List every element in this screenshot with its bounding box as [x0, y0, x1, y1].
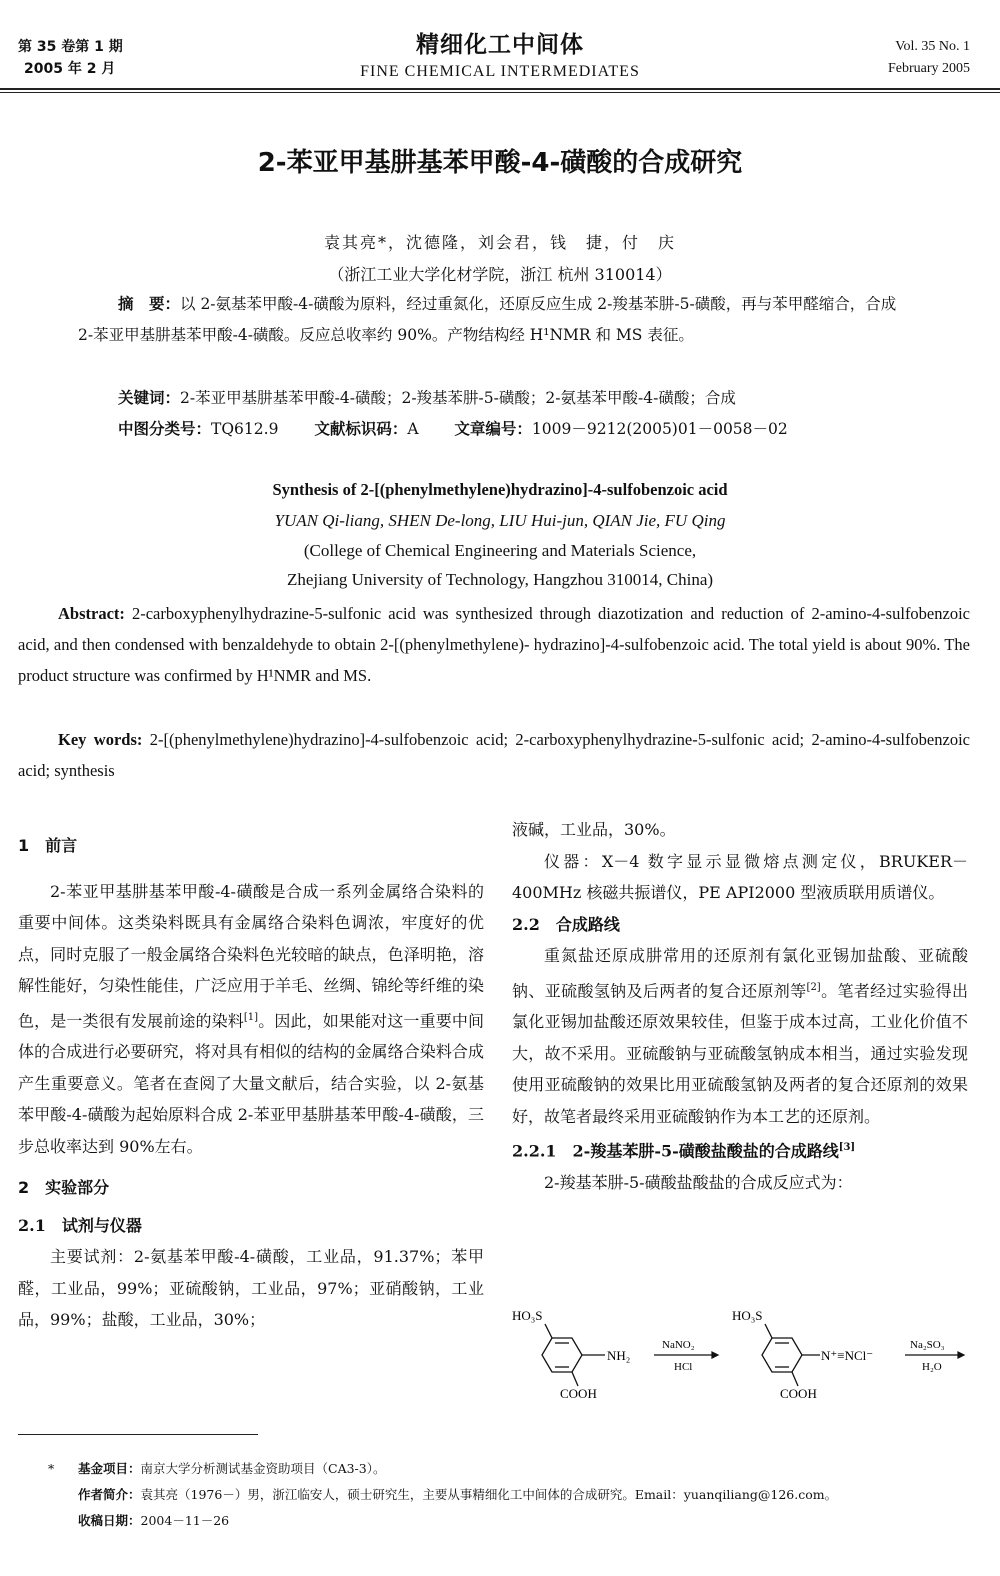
nh2-label: NH₂	[607, 1348, 631, 1363]
keywords-cn-text: 2-苯亚甲基肼基苯甲酸-4-磺酸；2-羧基苯肼-5-磺酸；2-氨基苯甲酸-4-磺酸；合成	[180, 389, 736, 407]
english-keywords	[18, 724, 970, 786]
clc-label: 中图分类号：	[118, 419, 212, 438]
funding-mark: *	[48, 1461, 55, 1476]
section-2-1-title: 2.1 试剂与仪器	[18, 1215, 142, 1235]
english-keywords-text: 2-[(phenylmethylene)hydrazino]-4-sulfobenzoic acid; 2-carboxyphenylhydrazine-5-sulfonic acid; 2-amino-4-sulfobenzoic acid; synthesis	[18, 730, 970, 780]
section-2-2-1-title-text: 2.2.1 2-羧基苯肼-5-磺酸盐酸盐的合成路线	[512, 1141, 839, 1161]
reagent-1-top: NaNO₂	[662, 1339, 695, 1351]
reagent-continued: 液碱，工业品，30%。	[512, 820, 676, 839]
section-1-text	[18, 876, 484, 1163]
ref-3[interactable]: [3]	[838, 1142, 856, 1154]
classification-line	[118, 413, 908, 445]
ref-2[interactable]: [2]	[806, 981, 821, 993]
article-number-value: 1009－9212(2005)01－0058－02	[531, 420, 788, 438]
reaction-scheme	[512, 1308, 972, 1403]
date-cn: 2005 年 2 月	[24, 61, 116, 77]
reaction-scheme-svg	[512, 1308, 972, 1403]
abstract-cn	[78, 288, 908, 351]
section-2-1-text: 主要试剂：2-氨基苯甲酸-4-磺酸，工业品，91.37%；苯甲醛，工业品，99%；亚硫酸钠，工业品，97%；亚硝酸钠，工业品，99%；盐酸，工业品，30%；	[18, 1247, 484, 1330]
issue-info-en	[888, 36, 970, 80]
english-authors: YUAN Qi-liang, SHEN De-long, LIU Hui-jun, QIAN Jie, FU Qing	[274, 511, 726, 530]
reagent-2-top: Na₂SO₃	[910, 1339, 945, 1351]
section-2-2-1-title	[512, 1132, 968, 1167]
left-column	[18, 830, 484, 1336]
footnote-author	[48, 1482, 978, 1508]
section-1-title: 1 前言	[18, 836, 78, 855]
english-abstract	[18, 598, 970, 691]
section-1-text-part1: 2-苯亚甲基肼基苯甲酸-4-磺酸是合成一系列金属络合染料的重要中间体。这类染料既具有金属络合染料色调浓，牢度好的优点，同时克服了一般金属络合染料色光较暗的缺点，色泽明艳，溶解性能好，匀染性能佳，广泛应用于羊毛、丝绸、锦纶等纤维的染色，是一类很有发展前途的染料	[18, 881, 484, 1030]
reagent-2-bottom: H₂O	[922, 1361, 942, 1373]
english-abstract-text: 2-carboxyphenylhydrazine-5-sulfonic acid was synthesized through diazotization and reduction of 2-amino-4-sulfobenzoic acid, and then condensed with benzaldehyde to obtain 2-[(phenylmethylene)- hydrazino]-4-sulfobenzoic acid. The total yield is about 90%. The product structure was confirmed by H¹NMR and MS.	[18, 604, 970, 685]
journal-name	[0, 26, 1000, 81]
section-2-2-title: 2.2 合成路线	[512, 914, 620, 934]
abstract-cn-label: 摘 要：	[118, 294, 181, 313]
arrow-1	[654, 1352, 718, 1358]
benzene-ring-1	[542, 1324, 605, 1386]
header-rule-thin	[0, 92, 1000, 93]
volume-en: Vol. 35 No. 1	[895, 39, 970, 54]
section-2-2-text-part1: 重氮盐还原成肼常用的还原剂有氯化亚锡加盐酸、亚硫酸钠、亚硫酸氢钠及后两者的复合还原剂等	[512, 946, 968, 1000]
section-2-2-text-part2: 。笔者经过实验得出氯化亚锡加盐酸还原效果较佳，但鉴于成本过高，工业化价值不大，故不采用。亚硫酸钠与亚硫酸氢钠成本相当，通过实验发现使用亚硫酸钠的效果比用亚硫酸氢钠及两者的复合还原剂的效果好，故笔者最终采用亚硫酸钠作为本工艺的还原剂。	[512, 980, 968, 1126]
reagent-1-bottom: HCl	[674, 1361, 693, 1373]
authors: 袁其亮*，沈德隆，刘会君，钱 捷，付 庆	[323, 233, 676, 252]
instruments-text: 仪器：X－4 数字显示显微熔点测定仪，BRUKER－400MHz 核磁共振谱仪，PE API2000 型液质联用质谱仪。	[512, 851, 968, 902]
english-keywords-label: Key words:	[58, 730, 143, 749]
cooh-label-1: COOH	[560, 1386, 597, 1401]
keywords-cn	[118, 382, 908, 414]
received-date: 2004－11－26	[140, 1513, 230, 1528]
affiliation: （浙江工业大学化材学院，浙江 杭州 310014）	[328, 265, 672, 284]
paper-title: 2-苯亚甲基肼基苯甲酸-4-磺酸的合成研究	[257, 148, 743, 178]
funding-label: 基金项目：	[78, 1461, 141, 1476]
footnote-rule	[18, 1434, 258, 1435]
footnotes	[48, 1456, 978, 1534]
diazonium-label: N⁺≡NCl⁻	[821, 1348, 874, 1363]
clc-value: TQ612.9	[211, 420, 279, 438]
funding-text: 南京大学分析测试基金资助项目（CA3-3）。	[140, 1461, 386, 1476]
section-2-2-text	[512, 940, 968, 1132]
so3h-label-2: HO₃S	[732, 1308, 763, 1323]
english-affiliation-line2: Zhejiang University of Technology, Hangzhou 310014, China)	[286, 570, 714, 589]
english-abstract-label: Abstract:	[58, 604, 125, 623]
journal-name-en: FINE CHEMICAL INTERMEDIATES	[360, 63, 640, 80]
footnote-received	[48, 1508, 978, 1534]
right-column	[512, 814, 968, 1199]
benzene-ring-2	[762, 1324, 820, 1386]
author-bio-label: 作者简介：	[78, 1487, 141, 1502]
doc-code-label: 文献标识码：	[314, 419, 408, 438]
section-1-text-part2: 。因此，如果能对这一重要中间体的合成进行必要研究，将对具有相似的结构的金属络合染料合成产生重要意义。笔者在查阅了大量文献后，结合实验，以 2-氨基苯甲酸-4-磺酸为起始原料合成 2-苯亚甲基肼基苯甲酸-4-磺酸，三步总收率达到 90%左右。	[18, 1010, 484, 1156]
english-affiliation-line1: (College of Chemical Engineering and Materials Science,	[303, 541, 697, 560]
cooh-label-2: COOH	[780, 1386, 817, 1401]
abstract-cn-text: 以 2-氨基苯甲酸-4-磺酸为原料，经过重氮化，还原反应生成 2-羧基苯肼-5-磺酸，再与苯甲醛缩合，合成 2-苯亚甲基肼基苯甲酸-4-磺酸。反应总收率约 90%。产物结构经 H¹NMR 和 MS 表征。	[78, 295, 897, 344]
english-title: Synthesis of 2-[(phenylmethylene)hydrazino]-4-sulfobenzoic acid	[272, 480, 728, 499]
keywords-cn-label: 关键词：	[118, 388, 181, 407]
so3h-label-1: HO₃S	[512, 1308, 543, 1323]
section-2-title: 2 实验部分	[18, 1178, 110, 1198]
section-2-2-1-text: 2-羧基苯肼-5-磺酸盐酸盐的合成反应式为：	[544, 1173, 853, 1193]
arrow-2	[905, 1352, 964, 1358]
volume-cn: 第 35 卷第 1 期	[18, 39, 123, 55]
footnote-funding	[48, 1456, 978, 1482]
journal-name-cn: 精细化工中间体	[416, 32, 584, 58]
header-rule	[0, 88, 1000, 90]
article-number-label: 文章编号：	[454, 419, 532, 438]
author-bio-text: 袁其亮（1976－）男，浙江临安人，硕士研究生，主要从事精细化工中间体的合成研究。Email：yuanqiliang@126.com。	[140, 1487, 838, 1502]
doc-code-value: A	[407, 420, 419, 438]
received-label: 收稿日期：	[78, 1513, 141, 1528]
ref-1[interactable]: [1]	[243, 1011, 259, 1023]
date-en: February 2005	[887, 61, 970, 76]
